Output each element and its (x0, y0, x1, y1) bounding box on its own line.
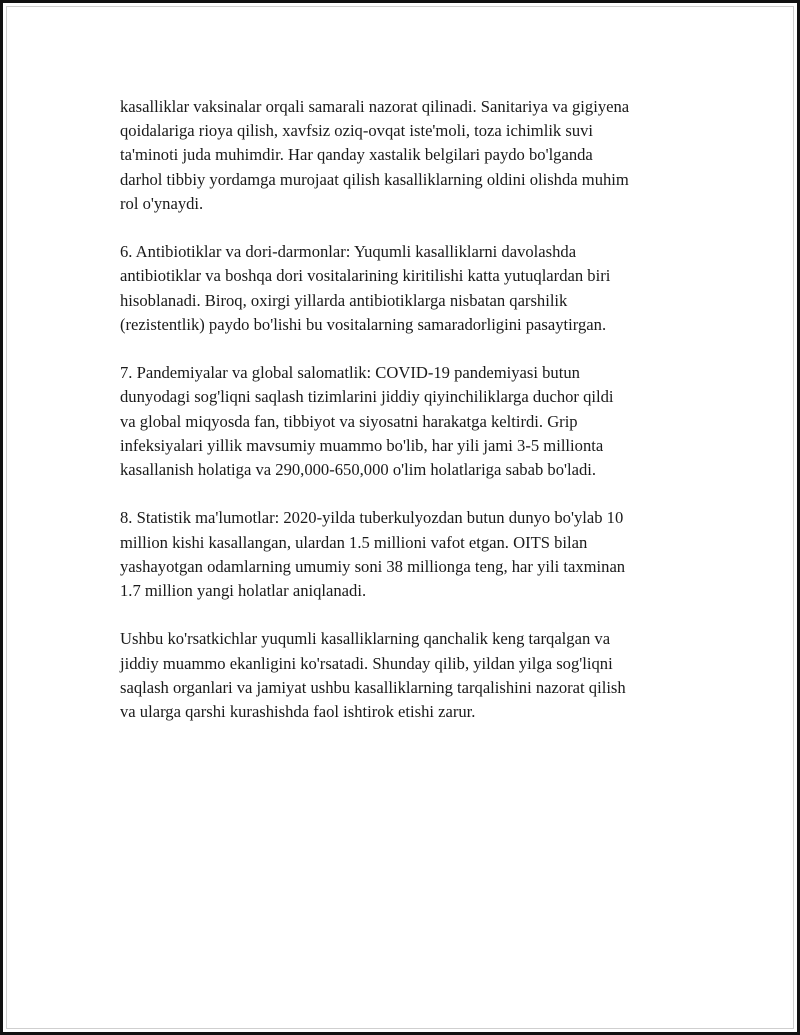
text-line: 7. Pandemiyalar va global salomatlik: COVID-19 pandemiyasi butun (120, 363, 580, 383)
text-line: darhol tibbiy yordamga murojaat qilish kasalliklarning oldini olishda muhim (120, 169, 629, 189)
text-line: 6. Antibiotiklar va dori-darmonlar: Yuqumli kasalliklarni davolashda (120, 242, 577, 262)
text-line: antibiotiklar va boshqa dori vositalarining kiritilishi katta yutuqlardan biri (120, 266, 611, 286)
text-line: yashayotgan odamlarning umumiy soni 38 millionga teng, har yili taxminan (120, 556, 626, 576)
text-line: 1.7 million yangi holatlar aniqlanadi. (120, 581, 367, 601)
text-line: dunyodagi sog'liqni saqlash tizimlarini jiddiy qiyinchiliklarga duchor qildi (120, 387, 614, 407)
text-line: rol o'ynaydi. (120, 193, 204, 213)
paragraph-statistics (120, 506, 690, 603)
text-line: saqlash organlari va jamiyat ushbu kasalliklarning tarqalishini nazorat qilish (120, 677, 626, 697)
text-line: kasallanish holatiga va 290,000-650,000 o'lim holatlariga sabab bo'ladi. (120, 460, 597, 480)
text-line: qoidalariga rioya qilish, xavfsiz oziq-ovqat iste'moli, toza ichimlik suvi (120, 121, 594, 141)
text-line: kasalliklar vaksinalar orqali samarali nazorat qilinadi. Sanitariya va gigiyena (120, 97, 630, 116)
text-line: jiddiy muammo ekanligini ko'rsatadi. Shunday qilib, yildan yilga sog'liqni (120, 653, 613, 673)
paragraph-pandemics (120, 361, 690, 482)
text-line: 8. Statistik ma'lumotlar: 2020-yilda tuberkulyozdan butun dunyo bo'ylab 10 (120, 508, 624, 528)
paragraph-conclusion (120, 627, 690, 724)
paragraph-prevention (120, 95, 690, 216)
paragraph-antibiotics (120, 240, 690, 337)
text-line: hisoblanadi. Biroq, oxirgi yillarda antibiotiklarga nisbatan qarshilik (120, 290, 568, 310)
document-body (120, 95, 690, 724)
text-line: va ularga qarshi kurashishda faol ishtirok etishi zarur. (120, 702, 476, 722)
text-line: infeksiyalari yillik mavsumiy muammo bo'lib, har yili jami 3-5 millionta (120, 435, 604, 455)
text-line: ta'minoti juda muhimdir. Har qanday xastalik belgilari paydo bo'lganda (120, 145, 593, 165)
text-line: million kishi kasallangan, ulardan 1.5 millioni vafot etgan. OITS bilan (120, 532, 588, 552)
text-line: Ushbu ko'rsatkichlar yuqumli kasalliklarning qanchalik keng tarqalgan va (120, 629, 611, 649)
text-line: va global miqyosda fan, tibbiyot va siyosatni harakatga keltirdi. Grip (120, 411, 578, 431)
text-line: (rezistentlik) paydo bo'lishi bu vositalarning samaradorligini pasaytirgan. (120, 314, 607, 334)
